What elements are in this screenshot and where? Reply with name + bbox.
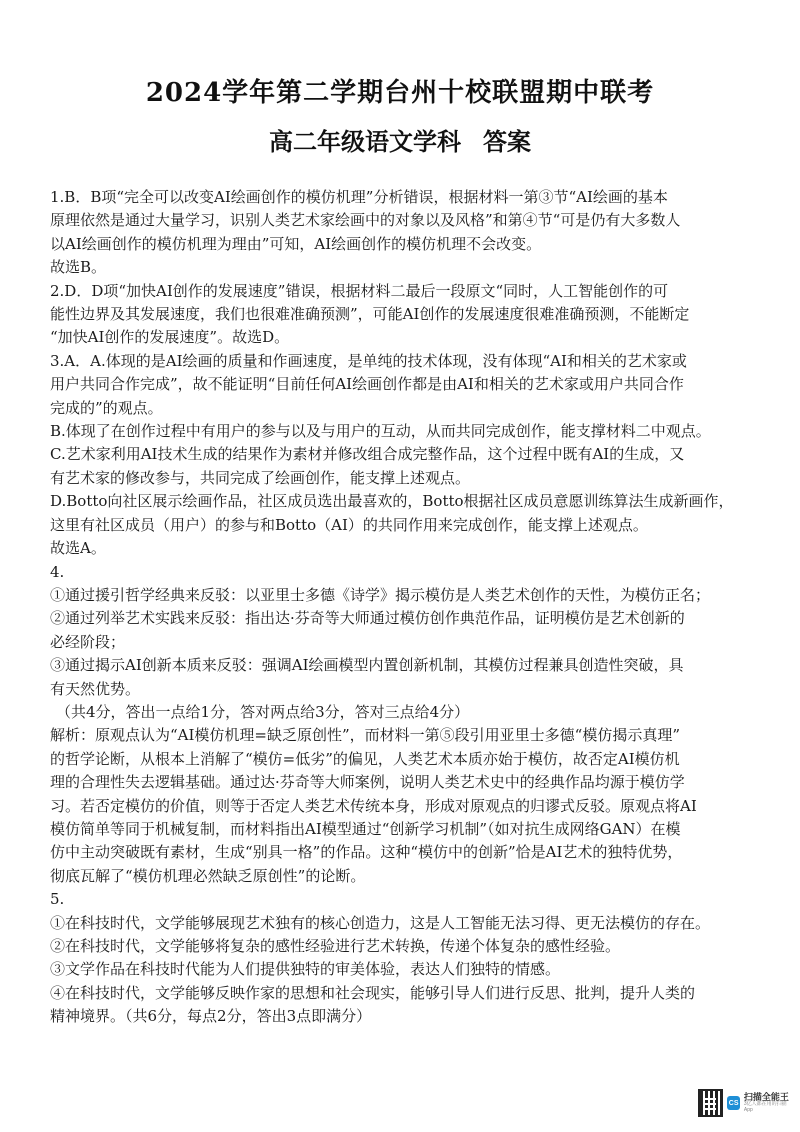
qr-code-icon [698,1089,723,1117]
text-line: 这里有社区成员（用户）的参与和Botto（AI）的共同作用来完成创作，能支撑上述观点。 [50,515,648,534]
answer-body [50,186,756,1029]
document-subtitle [0,122,800,157]
text-line: 习。若否定模仿的价值，则等于否定人类艺术传统本身，形成对原观点的归谬式反驳。原观点将AI [50,796,697,815]
watermark-tagline: 3亿人都在用的扫描App [743,1101,787,1113]
text-line: 3.A．A.体现的是AI绘画的质量和作画速度，是单纯的技术体现，没有体现“AI和相关的艺术家或 [50,351,687,370]
text-line: D.Botto向社区展示绘画作品，社区成员选出最喜欢的，Botto根据社区成员意愿训练算法生成新画作， [50,492,734,511]
text-line: 完成的”的观点。 [50,398,163,417]
subtitle-answer: 答案 [483,127,531,156]
document-title: 2024学年第二学期台州十校联盟期中联考 [145,78,655,108]
camscanner-logo-icon: CS [727,1096,739,1110]
watermark-name: 扫描全能王 [743,1091,789,1102]
text-line: 原理依然是通过大量学习，识别人类艺术家绘画中的对象以及风格”和第④节“可是仍有大多数人 [50,211,681,230]
text-line: 4. [50,562,65,581]
text-line: 以AI绘画创作的模仿机理为理由”可知，AI绘画创作的模仿机理不会改变。 [50,234,542,253]
text-line: ①在科技时代，文学能够展现艺术独有的核心创造力，这是人工智能无法习得、更无法模仿的存在。 [50,913,711,932]
text-line: ①通过援引哲学经典来反驳：以亚里士多德《诗学》揭示模仿是人类艺术创作的天性，为模仿正名； [50,585,711,604]
text-line: “加快AI创作的发展速度”。故选D。 [50,328,290,347]
scanner-watermark [698,1086,790,1120]
text-line: 用户共同合作完成”，故不能证明“目前任何AI绘画创作都是由AI和相关的艺术家或用户共同合作 [50,375,684,394]
text-line: 故选A。 [50,539,106,558]
text-line: 解析：原观点认为“AI模仿机理=缺乏原创性”，而材料一第⑤段引用亚里士多德“模仿揭示真理” [50,726,681,745]
text-line: 理的合理性失去逻辑基础。通过达·芬奇等大师案例，说明人类艺术史中的经典作品均源于模仿学 [50,773,685,792]
text-line: 1.B．B项“完全可以改变AI绘画创作的模仿机理”分析错误，根据材料一第③节“AI绘画的基本 [50,188,668,206]
text-line: 彻底瓦解了“模仿机理必然缺乏原创性”的论断。 [50,866,366,885]
text-line: ②在科技时代，文学能够将复杂的感性经验进行艺术转换，传递个体复杂的感性经验。 [50,937,621,955]
text-line: 有天然优势。 [50,679,141,698]
text-line: 故选B。 [50,258,107,277]
text-line: 有艺术家的修改参与，共同完成了绘画创作，能支撑上述观点。 [50,468,471,487]
text-line: 能性边界及其发展速度，我们也很难准确预测”，可能AI创作的发展速度很难准确预测，不能断定 [50,305,690,324]
text-line: 2.D．D项“加快AI创作的发展速度”错误，根据材料二最后一段原文“同时，人工智能创作的可 [50,281,669,300]
text-line: 精神境界。（共6分，每点2分，答出3点即满分） [50,1007,372,1026]
text-line: C.艺术家利用AI技术生成的结果作为素材并修改组合成完整作品，这个过程中既有AI的生成，又 [50,445,685,464]
text-line: ③文学作品在科技时代能为人们提供独特的审美体验，表达人们独特的情感。 [50,960,561,979]
text-line: 的哲学论断，从根本上消解了“模仿=低劣”的偏见，人类艺术本质亦始于模仿，故否定AI模仿机 [50,749,680,768]
text-line: （共4分，答出一点给1分，答对两点给3分，答对三点给4分） [56,702,470,721]
text-line: B.体现了在创作过程中有用户的参与以及与用户的互动，从而共同完成创作，能支撑材料二中观点。 [50,422,711,441]
text-line: 5. [50,890,65,909]
text-line: ②通过列举艺术实践来反驳：指出达·芬奇等大师通过模仿创作典范作品，证明模仿是艺术创新的 [50,609,685,628]
text-line: ④在科技时代，文学能够反映作家的思想和社会现实，能够引导人们进行反思、批判，提升人类的 [50,983,696,1002]
text-line: ③通过揭示AI创新本质来反驳：强调AI绘画模型内置创新机制，其模仿过程兼具创造性突破，具 [50,656,684,675]
text-line: 仿中主动突破既有素材，生成“别具一格”的作品。这种“模仿中的创新”恰是AI艺术的独特优势， [50,843,683,862]
text-line: 必经阶段； [50,632,126,651]
text-line: 模仿简单等同于机械复制，而材料指出AI模型通过“创新学习机制”（如对抗生成网络GAN）在模 [50,819,681,838]
subtitle-subject: 高二年级语文学科 [269,127,461,156]
